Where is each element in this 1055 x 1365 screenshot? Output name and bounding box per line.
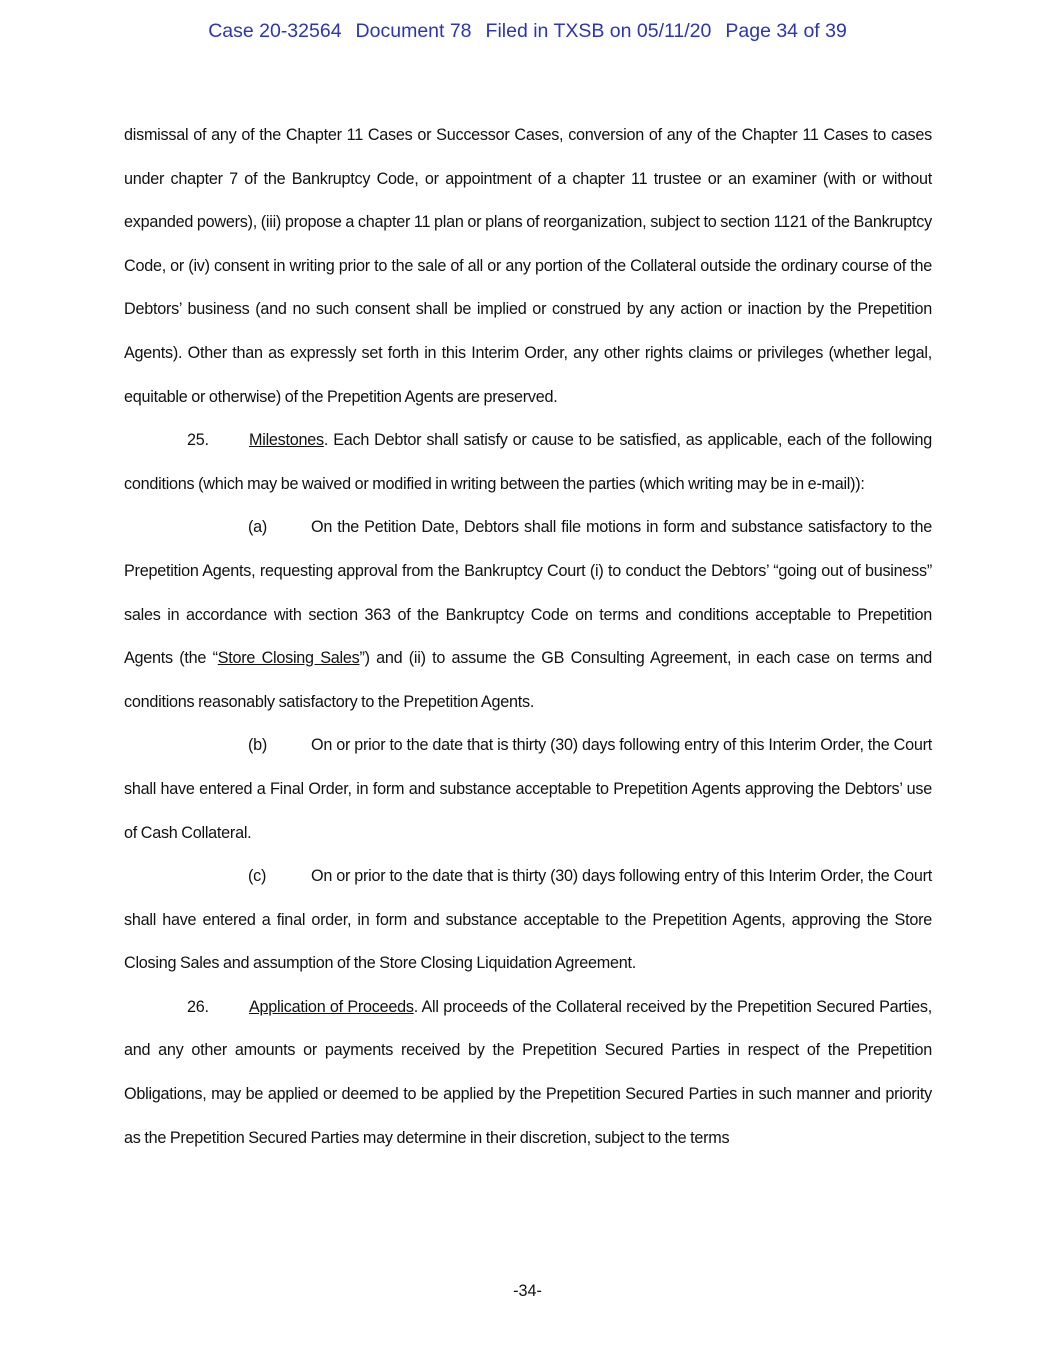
page-number: -34-: [513, 1282, 542, 1300]
paragraph-number: 25.: [187, 431, 209, 450]
paragraph-continued: dismissal of any of the Chapter 11 Cases or Successor Cases, conversion of any of the Chapter 11 Cases to cases under chapter 7 of the Bankruptcy Code, or appointment of a chapter 11 trustee or an examiner (with or without expanded powers), (iii) propose a chapter 11 plan or plans of reorganization, subject to section 1121 of the Bankruptcy Code, or (iv) consent in writing prior to the sale of all or any portion of the Collateral outside the ordinary course of the Debtors’ business (and no such consent shall be implied or construed by any action or inaction by the Prepetition Agents). Other than as expressly set forth in this Interim Order, any other rights claims or privileges (whether legal, equitable or otherwise) of the Prepetition Agents are preserved.: [124, 126, 932, 406]
item-label: (b): [248, 736, 268, 755]
item-text-after: ”) and (ii) to assume the GB Consulting Agreement, in each case on terms and conditions reasonably satisfactory to the Prepetition Agents.: [124, 649, 932, 711]
item-text: On or prior to the date that is thirty (30) days following entry of this Interim Order, the Court shall have entered a Final Order, in form and substance acceptable to Prepetition Agents approving the Debtors’ use of Cash Collateral.: [124, 736, 932, 842]
case-number: Case 20-32564: [208, 20, 342, 42]
document-number: Document 78: [355, 20, 472, 42]
paragraph-26: [124, 986, 932, 1160]
paragraph-text: . All proceeds of the Collateral received by the Prepetition Secured Parties, and any other amounts or payments received by the Prepetition Secured Parties in respect of the Prepetition Obligations, may be applied or deemed to be applied by the Prepetition Secured Parties in such manner and priority as the Prepetition Secured Parties may determine in their discretion, subject to the terms: [124, 997, 932, 1147]
page-info: Page 34 of 39: [725, 20, 847, 42]
item-c: [124, 855, 932, 986]
paragraph-heading: Milestones: [249, 431, 324, 450]
item-b: [124, 724, 932, 855]
item-text: On the Petition Date, Debtors shall file motions in form and substance satisfactory to the Prepetition Agents, requesting approval from the Bankruptcy Court (i) to conduct the Debtors’ “going out of business” sales in accordance with section 363 of the Bankruptcy Code on terms and conditions acceptable to Prepetition Agents (the “: [124, 518, 932, 668]
paragraph-text: . Each Debtor shall satisfy or cause to be satisfied, as applicable, each of the following conditions (which may be waived or modified in writing between the parties (which writing may be in e-mail)):: [124, 431, 932, 493]
paragraph-25: [124, 419, 932, 506]
item-label: (c): [248, 867, 267, 886]
paragraph-heading: Application of Proceeds: [249, 997, 414, 1016]
case-header: [0, 20, 1055, 43]
item-a: [124, 506, 932, 724]
defined-term: Store Closing Sales: [217, 649, 360, 668]
paragraph-number: 26.: [187, 997, 209, 1016]
document-body: [124, 114, 932, 1160]
filed-info: Filed in TXSB on 05/11/20: [485, 20, 712, 42]
item-label: (a): [248, 518, 268, 537]
item-text: On or prior to the date that is thirty (30) days following entry of this Interim Order, the Court shall have entered a final order, in form and substance acceptable to the Prepetition Agents, approving the Store Closing Sales and assumption of the Store Closing Liquidation Agreement.: [124, 867, 932, 973]
